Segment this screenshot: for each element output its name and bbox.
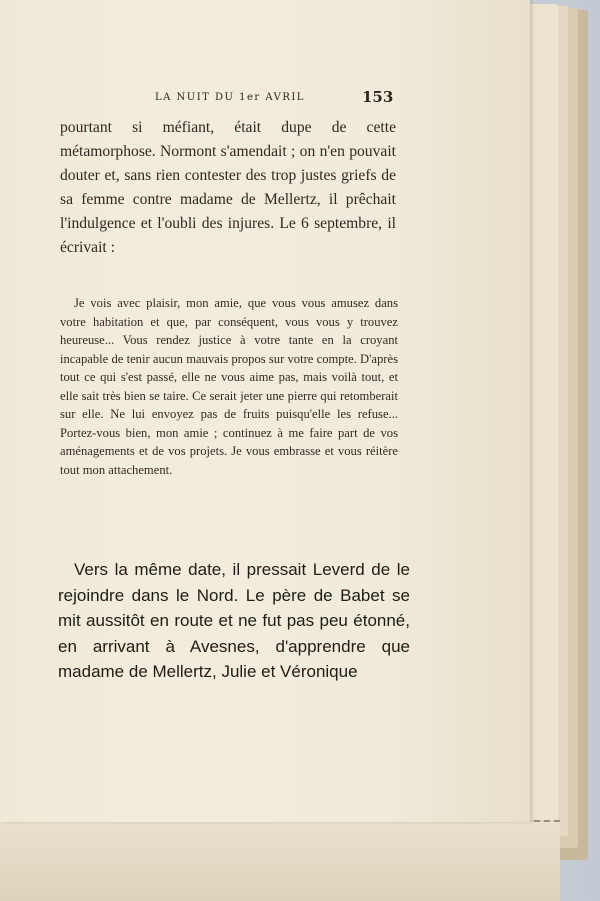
running-title: LA NUIT DU 1er AVRIL (155, 92, 305, 103)
page-number: 153 (362, 88, 394, 106)
closing-paragraph (58, 557, 410, 685)
closing-paragraph-text: Vers la même date, il pressait Leverd de le rejoindre dans le Nord. Le père de Babet se mit aussitôt en route et ne fut pas peu étonné, en arrivant à Avesnes, d'apprendre que madame de Mellertz, Julie et Véronique (58, 560, 410, 682)
running-head (0, 88, 530, 108)
book-bottom-edge (0, 820, 560, 901)
body-paragraph-text: pourtant si méfiant, était dupe de cette métamorphose. Normont s'amendait ; on n'en pouvait douter et, sans rien contester des trop justes griefs de sa femme contre madame de Mellertz, il prêchait l'indulgence et l'oubli des injures. Le 6 septembre, il écrivait : (60, 119, 396, 256)
body-paragraph (60, 116, 396, 260)
quoted-letter (60, 294, 398, 479)
quoted-letter-text: Je vois avec plaisir, mon amie, que vous vous amusez dans votre habitation et que, par conséquent, vous vous y trouvez heureuse... Vous rendez justice à votre tante en la croyant incapable de tenir aucun mauvais propos sur votre compte. D'après tout ce qui s'est passé, elle ne vous aime pas, mais voilà tout, et elle sait très bien se taire. Ce serait jeter une pierre qui retomberait sur elle. Ne lui envoyez pas de fruits puisqu'elle les refuse... Portez-vous bien, mon amie ; continuez à me faire part de vos aménagements et de vos projets. Je vous embrasse et vous réitère tout mon attachement. (60, 296, 398, 477)
